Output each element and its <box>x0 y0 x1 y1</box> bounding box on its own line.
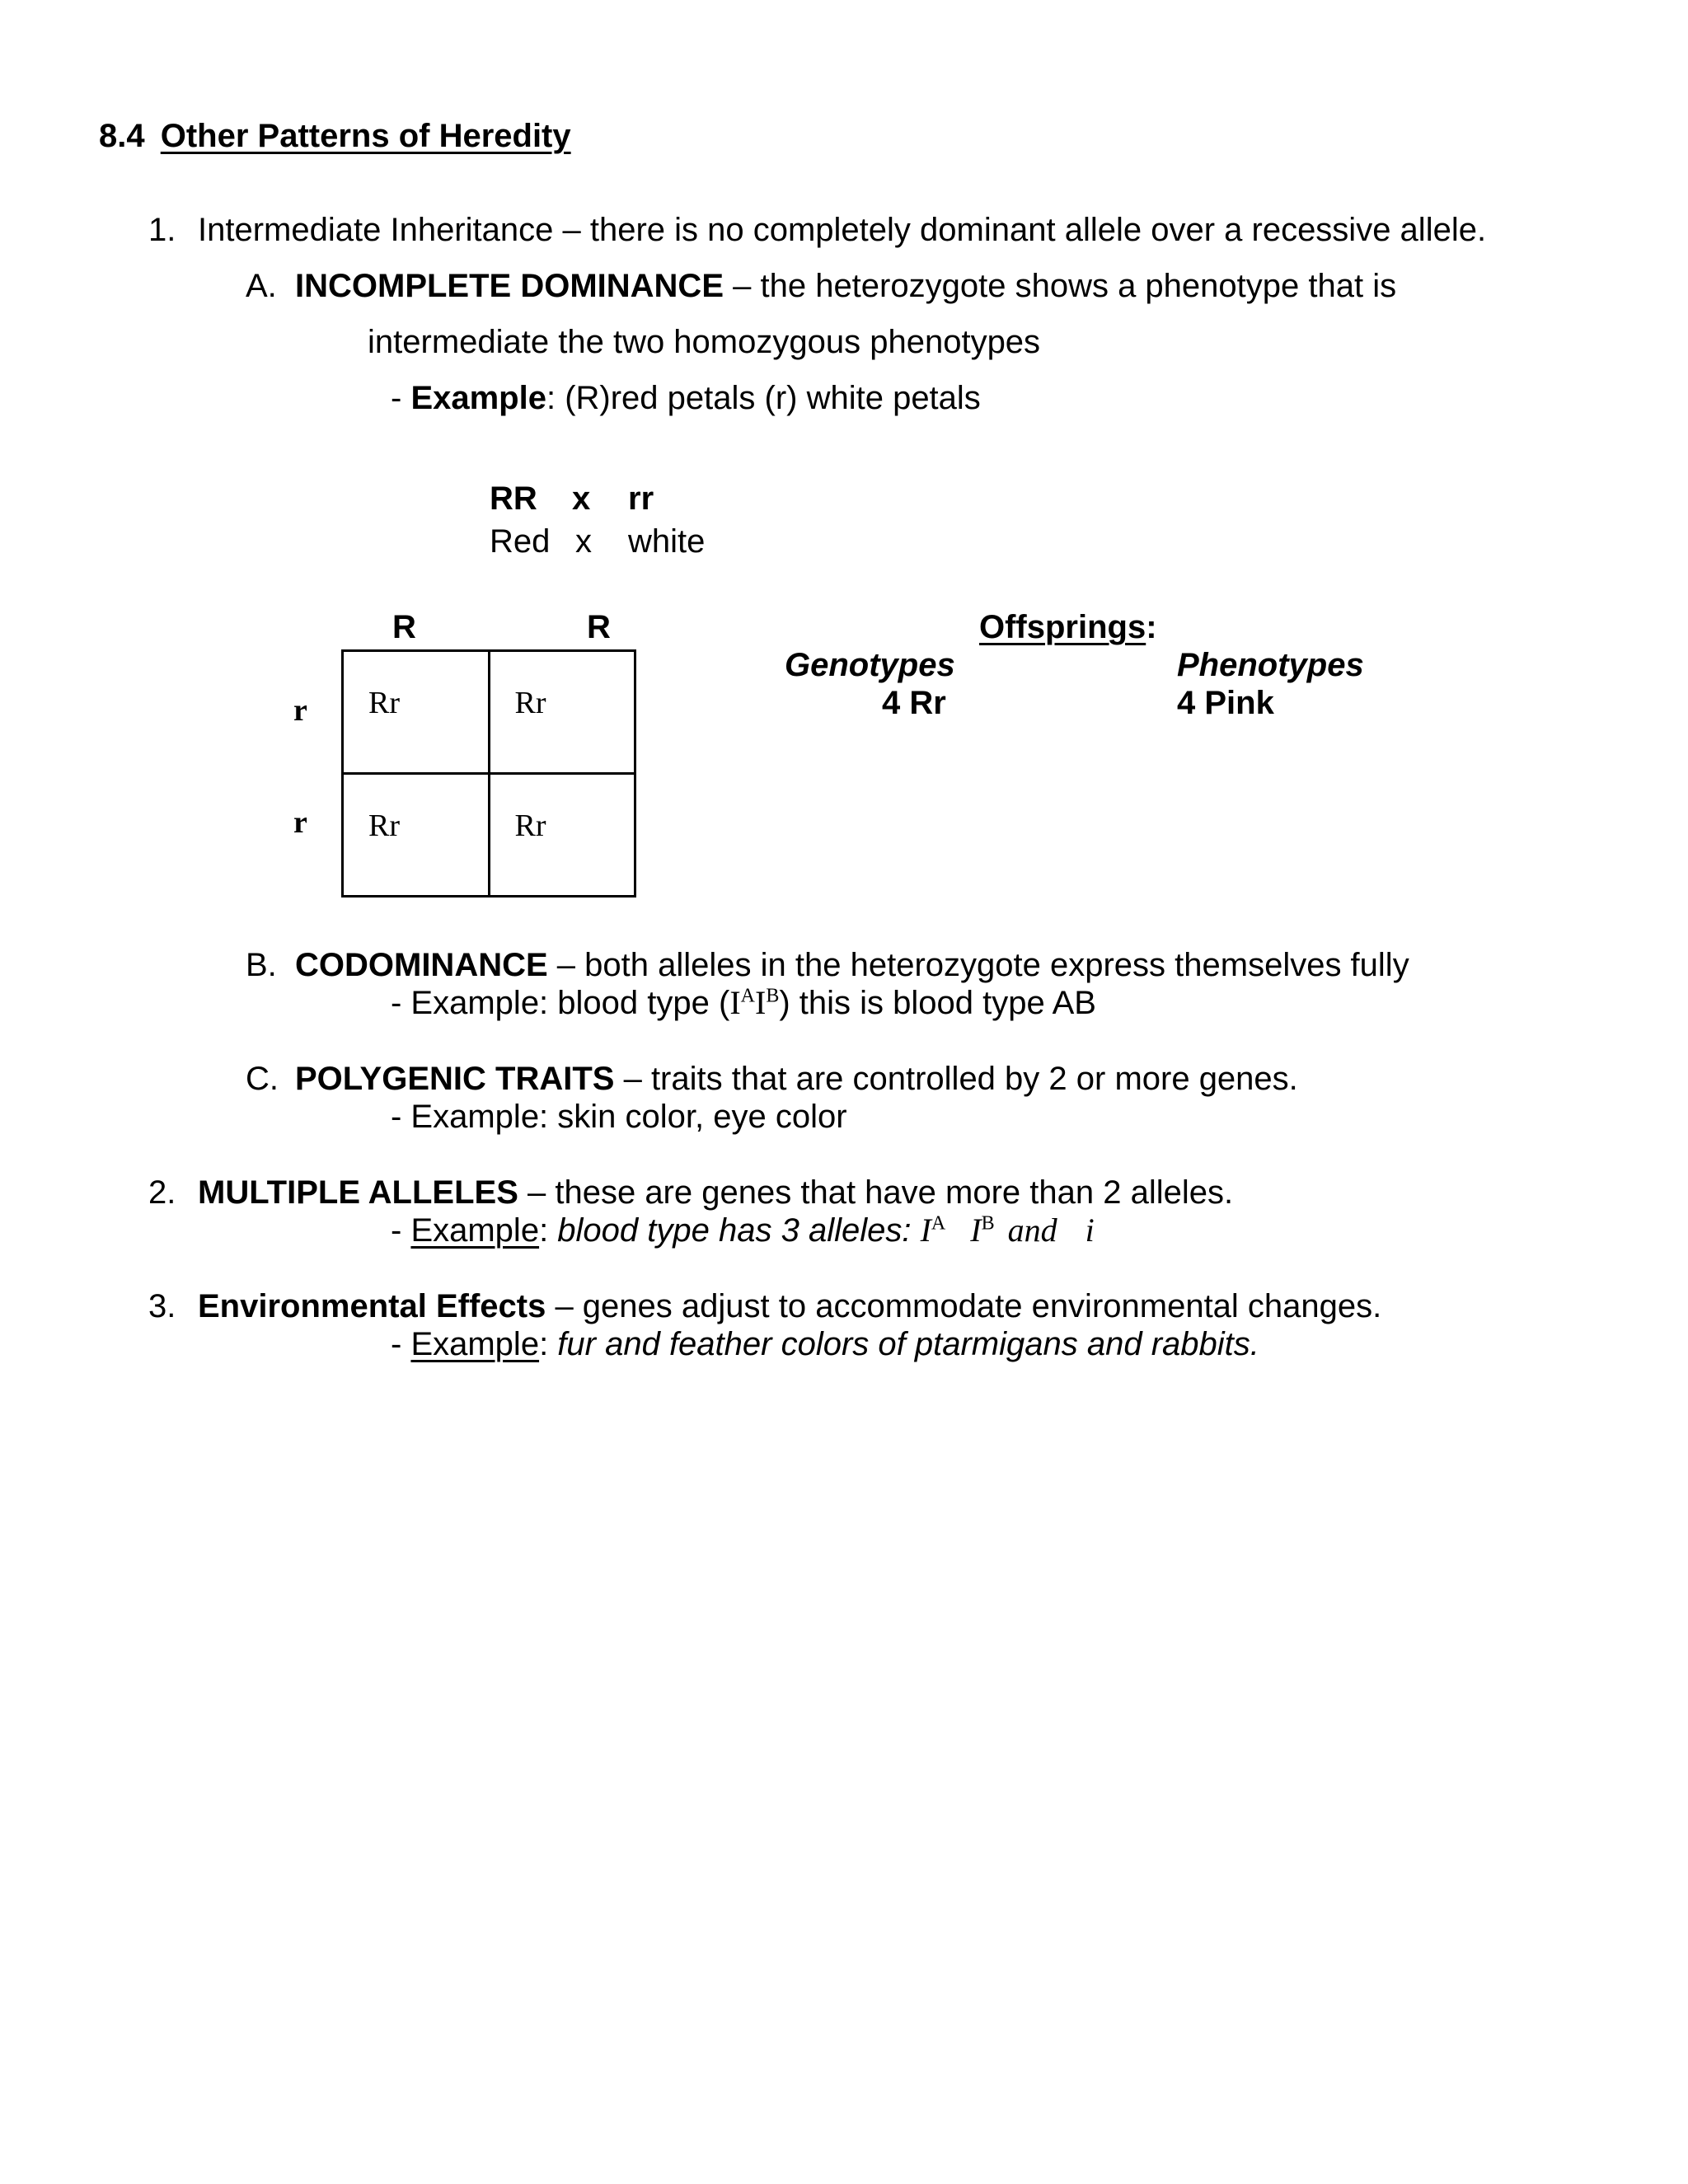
multiple-alleles-term: MULTIPLE ALLELES <box>198 1174 518 1211</box>
genotypes-value: 4 Rr <box>882 685 946 721</box>
cross-genotype-2: rr <box>628 480 654 517</box>
item-1-number: 1. <box>148 212 176 248</box>
polygenic-traits-example: - Example: skin color, eye color <box>391 1099 847 1135</box>
item-1b-letter: B. <box>246 947 277 983</box>
punnett-square <box>341 649 636 898</box>
incomplete-dominance-definition-cont: intermediate the two homozygous phenotypes <box>368 324 1041 360</box>
item-1b-line <box>295 946 1409 984</box>
item-1a-line <box>295 267 1396 305</box>
punnett-side-allele: r <box>293 805 307 840</box>
item-1-text: Intermediate Inheritance – there is no completely dominant allele over a recessive allele. <box>198 212 1487 248</box>
section-number: 8.4 <box>99 118 145 154</box>
environmental-effects-example: - Example: fur and feather colors of ptarmigans and rabbits. <box>391 1326 1259 1362</box>
punnett-side-allele: r <box>293 693 307 728</box>
polygenic-traits-definition: – traits that are controlled by 2 or more genes. <box>614 1061 1298 1097</box>
item-1c-line <box>295 1060 1298 1098</box>
punnett-cell: Rr <box>343 774 490 897</box>
punnett-top-allele: R <box>392 609 416 645</box>
punnett-cell: Rr <box>343 651 490 774</box>
phenotypes-value: 4 Pink <box>1177 685 1274 721</box>
polygenic-traits-term: POLYGENIC TRAITS <box>295 1061 615 1097</box>
codominance-definition: – both alleles in the heterozygote express themselves fully <box>547 947 1409 983</box>
punnett-top-allele: R <box>587 609 611 645</box>
offspring-heading: Offsprings: <box>979 609 1157 645</box>
example-label: Example <box>410 380 546 416</box>
genotypes-label: Genotypes <box>785 647 955 683</box>
cross-x-1: x <box>572 480 591 517</box>
environmental-effects-definition: – genes adjust to accommodate environmental changes. <box>546 1288 1382 1324</box>
incomplete-dominance-example: - Example: (R)red petals (r) white petals <box>391 380 981 416</box>
item-1a-letter: A. <box>246 268 277 304</box>
cross-genotype-1: RR <box>490 480 537 517</box>
item-3-line <box>198 1287 1381 1325</box>
incomplete-dominance-definition: – the heterozygote shows a phenotype that is <box>724 268 1397 304</box>
multiple-alleles-definition: – these are genes that have more than 2 alleles. <box>518 1174 1234 1211</box>
environmental-effects-term: Environmental Effects <box>198 1288 546 1324</box>
codominance-example: - Example: blood type $(I^AI^B)$ this is blood type AB <box>391 984 1096 1021</box>
example-text: : (R)red petals (r) white petals <box>546 380 981 416</box>
incomplete-dominance-term: INCOMPLETE DOMINANCE <box>295 268 724 304</box>
item-3-number: 3. <box>148 1288 176 1324</box>
section-title: Other Patterns of Heredity <box>160 118 571 154</box>
item-1c-letter: C. <box>246 1061 279 1097</box>
codominance-term: CODOMINANCE <box>295 947 548 983</box>
offspring-title: Offsprings <box>979 609 1146 645</box>
section-heading <box>99 117 571 155</box>
item-2-line <box>198 1174 1233 1212</box>
cross-phenotype-2: white <box>628 523 706 560</box>
punnett-cell: Rr <box>489 651 635 774</box>
multiple-alleles-example: - Example: blood type has 3 alleles: $I^A$ $I^B$ and i <box>391 1212 1095 1249</box>
punnett-cell: Rr <box>489 774 635 897</box>
cross-phenotype-1: Red <box>490 523 551 560</box>
cross-x-2: x <box>575 523 592 560</box>
item-2-number: 2. <box>148 1174 176 1211</box>
phenotypes-label: Phenotypes <box>1177 647 1364 683</box>
